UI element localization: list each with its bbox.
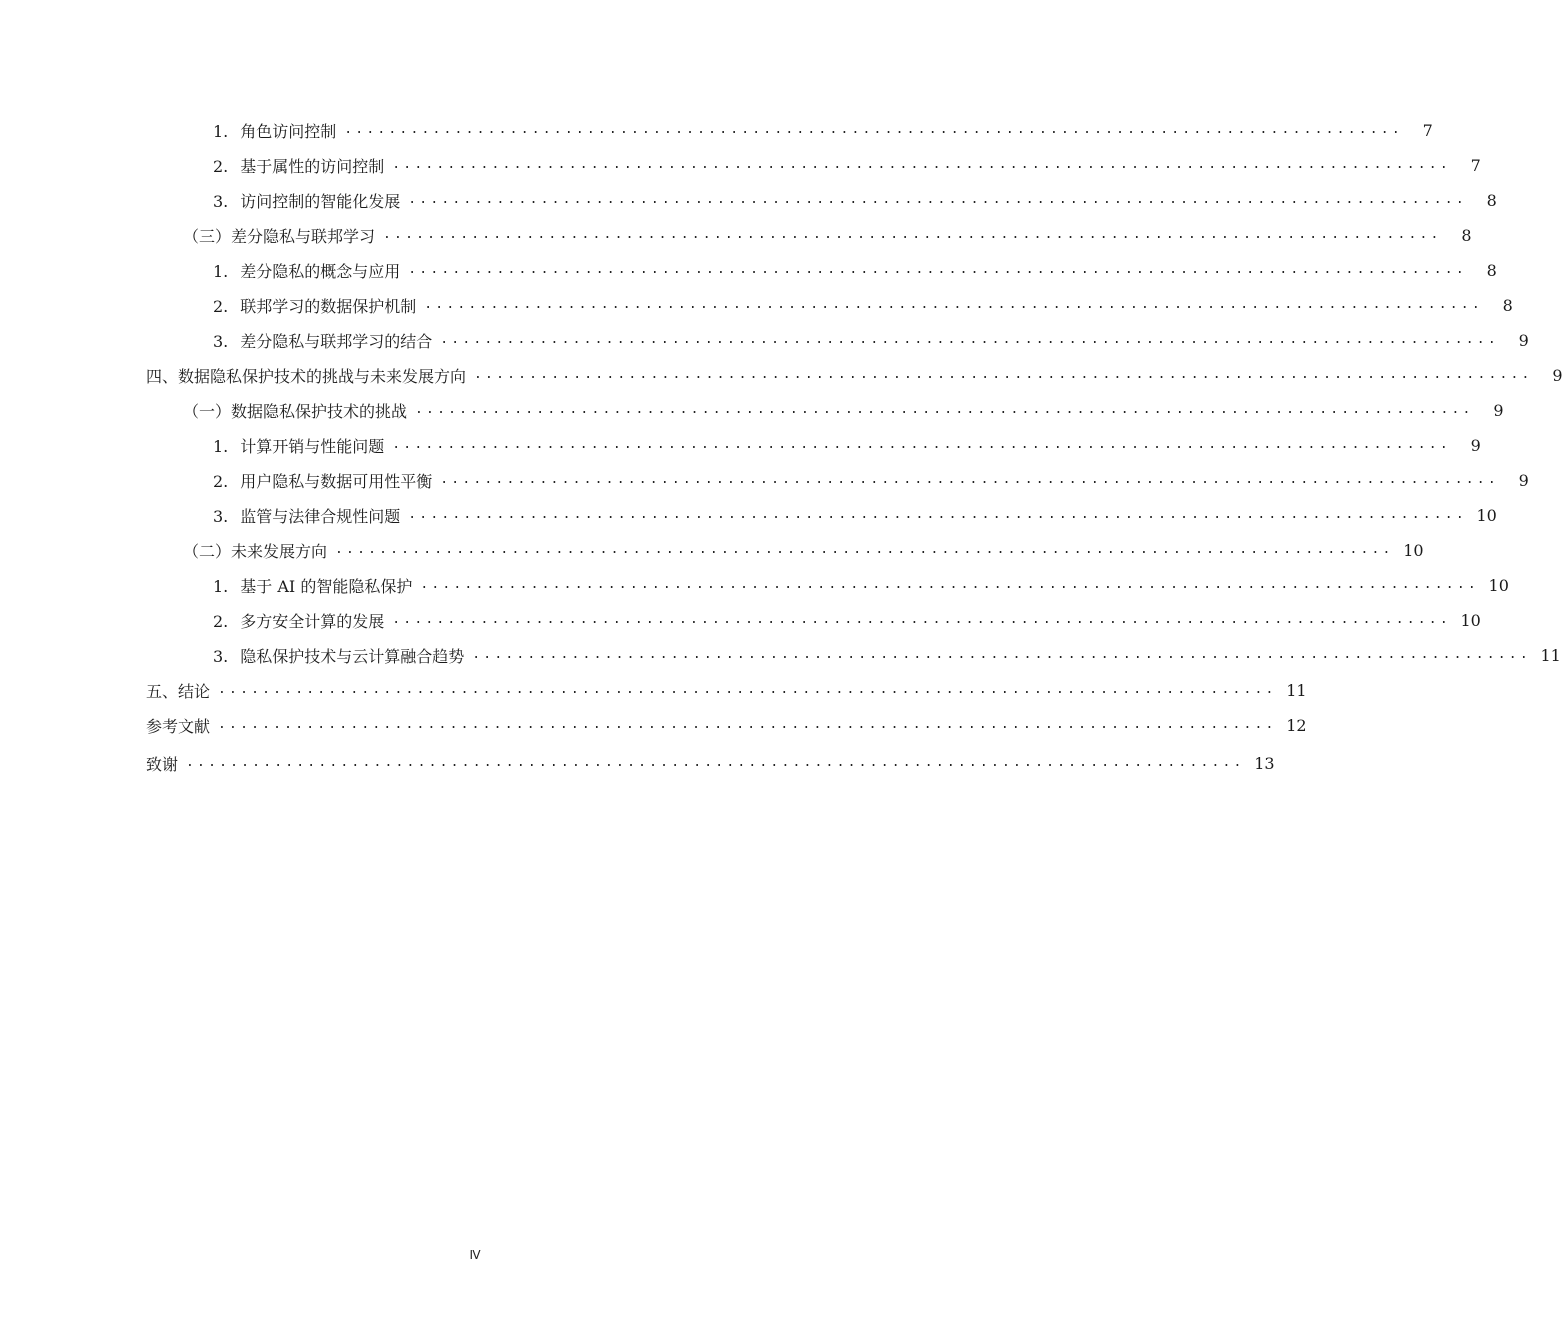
toc-entry[interactable] — [183, 222, 1472, 248]
toc-entry-page: 13 — [1254, 753, 1275, 773]
toc-dot-leader: ................................................................................................ — [474, 367, 1533, 382]
toc-dot-leader: ................................................................................................ — [344, 122, 1403, 137]
toc-entry[interactable] — [146, 712, 1307, 738]
toc-entry-title: 角色访问控制 — [240, 121, 337, 141]
toc-entry-page: 8 — [1502, 295, 1513, 315]
toc-dot-leader: ................................................................................................ — [218, 717, 1277, 732]
toc-entry[interactable] — [146, 677, 1307, 703]
toc-entry-page: 9 — [1552, 365, 1563, 385]
toc-dot-leader: ................................................................................................ — [415, 402, 1474, 417]
toc-entry-page: 10 — [1403, 540, 1424, 560]
toc-dot-leader: ................................................................................................ — [335, 542, 1394, 557]
toc-entry[interactable] — [213, 152, 1481, 178]
toc-entry-page: 10 — [1476, 505, 1497, 525]
toc-entry-number: 3. — [213, 191, 229, 211]
toc-entry-page: 7 — [1422, 120, 1433, 140]
toc-dot-leader: ................................................................................................ — [186, 755, 1245, 770]
toc-entry-page: 11 — [1286, 680, 1307, 700]
toc-entry-page: 10 — [1488, 575, 1509, 595]
toc-entry[interactable] — [183, 397, 1504, 423]
toc-dot-leader: ................................................................................................ — [424, 297, 1483, 312]
toc-dot-leader: ................................................................................................ — [420, 577, 1479, 592]
toc-entry-number: 2. — [213, 296, 229, 316]
page-number: Ⅳ — [469, 1248, 481, 1262]
toc-entry-title: 监管与法律合规性问题 — [240, 506, 401, 526]
toc-entry-number: 3. — [213, 646, 229, 666]
toc-entry[interactable] — [146, 750, 1275, 776]
toc-entry-page: 11 — [1540, 645, 1561, 665]
toc-dot-leader: ................................................................................................ — [440, 332, 1499, 347]
toc-entry-number: 1. — [213, 576, 229, 596]
toc-entry-title: 参考文献 — [146, 716, 211, 736]
toc-entry-title: 基于 AI 的智能隐私保护 — [240, 576, 413, 596]
toc-entry[interactable] — [213, 292, 1513, 318]
toc-entry[interactable] — [213, 187, 1497, 213]
toc-dot-leader: ................................................................................................ — [392, 157, 1451, 172]
toc-entry-number: 1. — [213, 261, 229, 281]
toc-entry-number: 1. — [213, 121, 229, 141]
toc-entry-number: 2. — [213, 611, 229, 631]
toc-dot-leader: ................................................................................................ — [440, 472, 1499, 487]
toc-entry[interactable] — [213, 117, 1433, 143]
toc-entry[interactable] — [213, 572, 1509, 598]
toc-entry-page: 8 — [1461, 225, 1472, 245]
toc-entry-title: （三）差分隐私与联邦学习 — [183, 226, 376, 246]
toc-entry[interactable] — [183, 537, 1424, 563]
toc-entry-page: 10 — [1460, 610, 1481, 630]
toc-entry[interactable] — [213, 327, 1529, 353]
toc-entry-page: 8 — [1486, 190, 1497, 210]
toc-entry-title: 五、结论 — [146, 681, 211, 701]
toc-dot-leader: ................................................................................................ — [392, 612, 1451, 627]
toc-entry-title: 访问控制的智能化发展 — [240, 191, 401, 211]
toc-entry[interactable] — [213, 467, 1529, 493]
toc-entry-title: 差分隐私的概念与应用 — [240, 261, 401, 281]
toc-entry-title: 用户隐私与数据可用性平衡 — [240, 471, 433, 491]
toc-entry-title: （二）未来发展方向 — [183, 541, 328, 561]
toc-dot-leader: ................................................................................................ — [408, 507, 1467, 522]
toc-entry-number: 3. — [213, 331, 229, 351]
toc-entry-title: 计算开销与性能问题 — [240, 436, 385, 456]
toc-entry-title: （一）数据隐私保护技术的挑战 — [183, 401, 408, 421]
toc-entry[interactable] — [146, 362, 1563, 388]
toc-entry-page: 9 — [1493, 400, 1504, 420]
toc-entry[interactable] — [213, 502, 1497, 528]
toc-entry-title: 四、数据隐私保护技术的挑战与未来发展方向 — [146, 366, 467, 386]
toc-entry-page: 12 — [1286, 715, 1307, 735]
toc-dot-leader: ................................................................................................ — [472, 647, 1531, 662]
toc-entry-page: 8 — [1486, 260, 1497, 280]
toc-entry-page: 9 — [1518, 330, 1529, 350]
toc-dot-leader: ................................................................................................ — [392, 437, 1451, 452]
toc-entry[interactable] — [213, 642, 1561, 668]
toc-entry-title: 联邦学习的数据保护机制 — [240, 296, 417, 316]
toc-entry-title: 基于属性的访问控制 — [240, 156, 385, 176]
toc-entry-page: 9 — [1470, 435, 1481, 455]
toc-dot-leader: ................................................................................................ — [383, 227, 1442, 242]
toc-entry-title: 致谢 — [146, 754, 179, 774]
toc-entry[interactable] — [213, 607, 1481, 633]
toc-entry-number: 2. — [213, 156, 229, 176]
toc-entry-title: 差分隐私与联邦学习的结合 — [240, 331, 433, 351]
toc-dot-leader: ................................................................................................ — [408, 192, 1467, 207]
toc-entry-page: 7 — [1470, 155, 1481, 175]
toc-entry-title: 隐私保护技术与云计算融合趋势 — [240, 646, 465, 666]
toc-dot-leader: ................................................................................................ — [408, 262, 1467, 277]
toc-entry-title: 多方安全计算的发展 — [240, 611, 385, 631]
toc-entry-number: 2. — [213, 471, 229, 491]
toc-entry-page: 9 — [1518, 470, 1529, 490]
toc-dot-leader: ................................................................................................ — [218, 682, 1277, 697]
toc-entry[interactable] — [213, 432, 1481, 458]
toc-entry-number: 1. — [213, 436, 229, 456]
toc-entry[interactable] — [213, 257, 1497, 283]
toc-entry-number: 3. — [213, 506, 229, 526]
